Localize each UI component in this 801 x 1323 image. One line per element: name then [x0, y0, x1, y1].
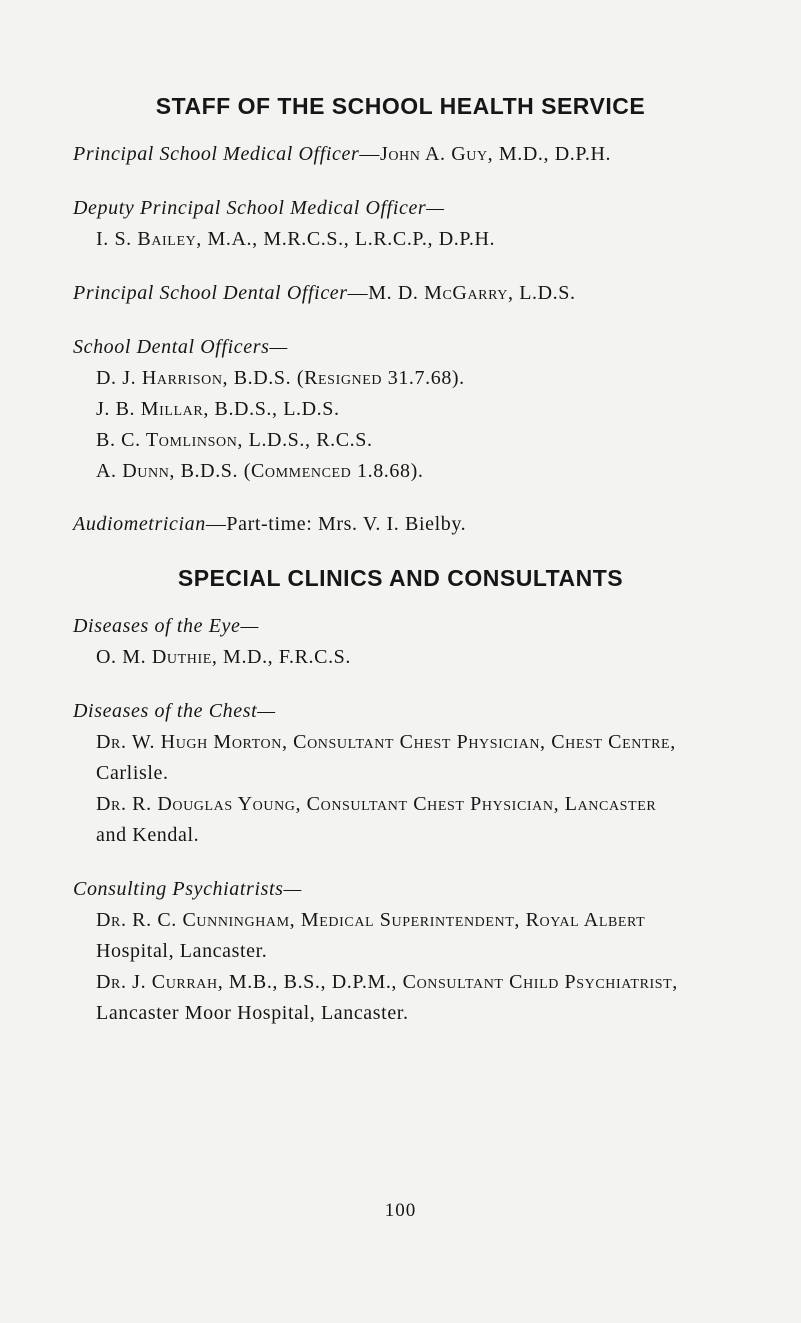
chest-clinic-line: Carlisle. — [96, 762, 169, 784]
eye-clinic-line: O. M. Duthie, M.D., F.R.C.S. — [96, 646, 352, 668]
chest-clinic-line: and Kendal. — [96, 824, 200, 846]
audiometrician-entry — [73, 513, 466, 536]
principal-smo-entry — [73, 143, 611, 166]
psychiatrists-line: Dr. J. Currah, M.B., B.S., D.P.M., Consultant Child Psychiatrist, — [96, 971, 678, 993]
dental-officer-entry: D. J. Harrison, B.D.S. (Resigned 31.7.68). — [96, 367, 465, 389]
psychiatrists-line: Lancaster Moor Hospital, Lancaster. — [96, 1002, 409, 1024]
staff-heading: STAFF OF THE SCHOOL HEALTH SERVICE — [155, 93, 646, 119]
dental-officer-entry: B. C. Tomlinson, L.D.S., R.C.S. — [96, 429, 373, 451]
principal-smo-separator: — — [359, 143, 380, 165]
psychiatrists-line: Dr. R. C. Cunningham, Medical Superintendent, Royal Albert — [96, 909, 646, 931]
page-number: 100 — [384, 1200, 417, 1221]
clinics-heading: SPECIAL CLINICS AND CONSULTANTS — [177, 565, 624, 591]
audiometrician-role: Audiometrician — [73, 513, 206, 535]
audiometrician-detail: —Part-time: Mrs. V. I. Bielby. — [205, 513, 467, 535]
dental-officer-entry: J. B. Millar, B.D.S., L.D.S. — [96, 398, 340, 420]
psychiatrists-title: Consulting Psychiatrists— — [73, 878, 302, 900]
principal-dental-name: M. D. McGarry, L.D.S. — [368, 282, 576, 304]
principal-dental-entry — [73, 282, 576, 305]
deputy-smo-role: Deputy Principal School Medical Officer— — [73, 197, 445, 219]
principal-dental-role: Principal School Dental Officer — [73, 282, 348, 304]
principal-smo-name: John A. Guy, M.D., D.P.H. — [379, 143, 612, 165]
eye-clinic-title: Diseases of the Eye— — [73, 615, 259, 637]
psychiatrists-line: Hospital, Lancaster. — [96, 940, 268, 962]
dental-officer-entry: A. Dunn, B.D.S. (Commenced 1.8.68). — [96, 460, 424, 482]
principal-dental-separator: — — [347, 282, 369, 304]
principal-smo-role: Principal School Medical Officer — [73, 143, 360, 165]
chest-clinic-line: Dr. W. Hugh Morton, Consultant Chest Physician, Chest Centre, — [96, 731, 676, 753]
chest-clinic-line: Dr. R. Douglas Young, Consultant Chest Physician, Lancaster — [96, 793, 657, 815]
chest-clinic-title: Diseases of the Chest— — [73, 700, 276, 722]
dental-officers-role: School Dental Officers— — [73, 336, 288, 358]
deputy-smo-name: I. S. Bailey, M.A., M.R.C.S., L.R.C.P., D.P.H. — [96, 228, 496, 250]
